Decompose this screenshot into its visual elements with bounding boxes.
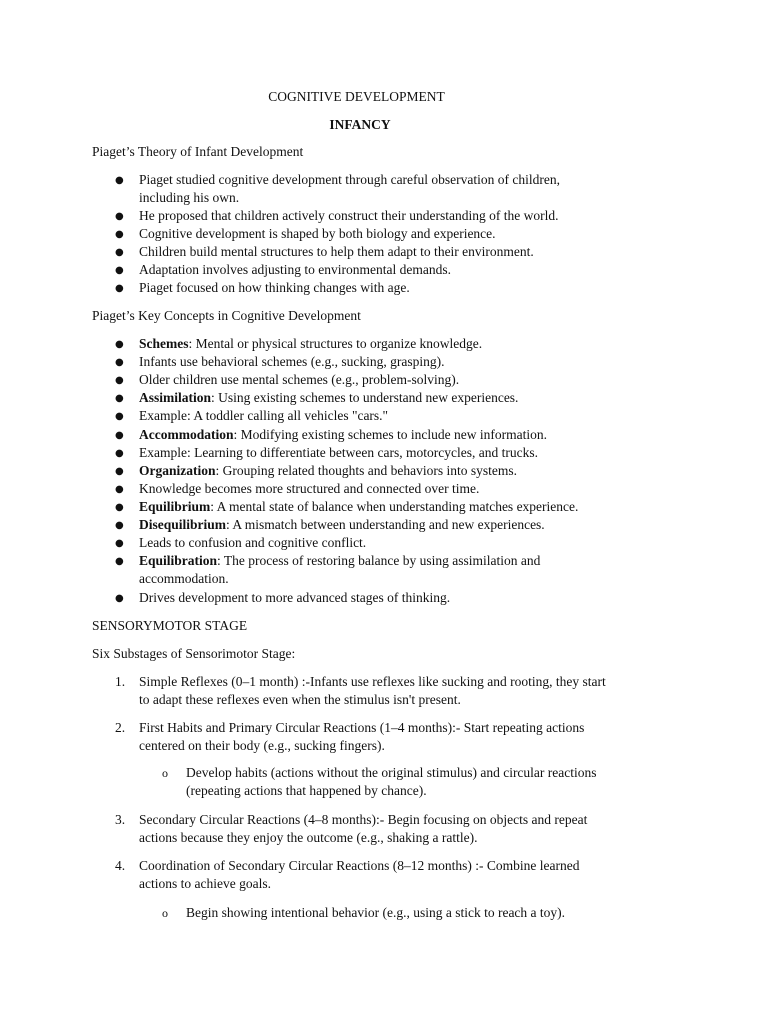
stage-item: Coordination of Secondary Circular Reactions (8–12 months) :- Combine learned (139, 858, 580, 873)
bullet-icon: ● (115, 175, 124, 186)
term: Schemes (139, 336, 189, 351)
stage-item: actions because they enjoy the outcome (e.g., shaking a rattle). (139, 830, 478, 845)
list-item: Leads to confusion and cognitive conflict. (139, 535, 367, 550)
term: Organization (139, 463, 216, 478)
bullet-icon: ● (115, 484, 124, 495)
bullet-icon: ● (115, 448, 124, 459)
bullet-icon: ● (115, 411, 124, 422)
sub-bullet-icon: o (162, 766, 168, 780)
bullet-icon: ● (115, 283, 124, 294)
sub-list-item: (repeating actions that happened by chance). (186, 783, 427, 798)
list-item: Infants use behavioral schemes (e.g., sucking, grasping). (139, 354, 445, 369)
stage-item: Secondary Circular Reactions (4–8 months):- Begin focusing on objects and repeat (139, 812, 588, 827)
list-item: Knowledge becomes more structured and connected over time. (139, 481, 480, 496)
list-item: including his own. (139, 190, 240, 205)
bullet-icon: ● (115, 538, 124, 549)
stage-item: First Habits and Primary Circular Reactions (1–4 months):- Start repeating actions (139, 720, 585, 735)
section-heading-concepts: Piaget’s Key Concepts in Cognitive Development (92, 308, 361, 323)
document-title: COGNITIVE DEVELOPMENT (268, 89, 445, 104)
list-number: 1. (115, 674, 126, 689)
stage-item: actions to achieve goals. (139, 876, 271, 891)
list-item: Piaget focused on how thinking changes with age. (139, 280, 410, 295)
bullet-icon: ● (115, 466, 124, 477)
bullet-icon: ● (115, 265, 124, 276)
section-heading-sensorimotor: SENSORYMOTOR STAGE (92, 618, 248, 633)
list-item: Drives development to more advanced stages of thinking. (139, 590, 451, 605)
list-item: accommodation. (139, 571, 229, 586)
bullet-icon: ● (115, 393, 124, 404)
list-item: He proposed that children actively construct their understanding of the world. (139, 208, 559, 223)
list-item: Accommodation: Modifying existing schemes to include new information. (139, 427, 547, 442)
sub-list-item: Begin showing intentional behavior (e.g., using a stick to reach a toy). (186, 905, 566, 920)
list-item: Schemes: Mental or physical structures to organize knowledge. (139, 336, 483, 351)
list-item: Organization: Grouping related thoughts and behaviors into systems. (139, 463, 517, 478)
term: Assimilation (139, 390, 212, 405)
section-subheading: Six Substages of Sensorimotor Stage: (92, 646, 296, 661)
bullet-icon: ● (115, 502, 124, 513)
list-item: Disequilibrium: A mismatch between understanding and new experiences. (139, 517, 545, 532)
list-number: 3. (115, 812, 126, 827)
list-item: Equilibrium: A mental state of balance when understanding matches experience. (139, 499, 579, 514)
list-item: Older children use mental schemes (e.g., problem-solving). (139, 372, 460, 387)
list-item: Cognitive development is shaped by both biology and experience. (139, 226, 496, 241)
list-number: 2. (115, 720, 126, 735)
stage-item: to adapt these reflexes even when the stimulus isn't present. (139, 692, 461, 707)
stage-item: Simple Reflexes (0–1 month) :-Infants use reflexes like sucking and rooting, they start (139, 674, 606, 689)
bullet-icon: ● (115, 247, 124, 258)
bullet-icon: ● (115, 556, 124, 567)
list-item: Equilibration: The process of restoring balance by using assimilation and (139, 553, 541, 568)
bullet-icon: ● (115, 430, 124, 441)
list-item: Adaptation involves adjusting to environmental demands. (139, 262, 451, 277)
list-number: 4. (115, 858, 126, 873)
stage-item: centered on their body (e.g., sucking fingers). (139, 738, 385, 753)
list-item: Piaget studied cognitive development through careful observation of children, (139, 172, 561, 187)
list-item: Assimilation: Using existing schemes to understand new experiences. (139, 390, 519, 405)
bullet-icon: ● (115, 520, 124, 531)
bullet-icon: ● (115, 357, 124, 368)
term: Equilibrium (139, 499, 211, 514)
section-heading-theory: Piaget’s Theory of Infant Development (92, 144, 304, 159)
list-item: Example: A toddler calling all vehicles "cars." (139, 408, 389, 423)
bullet-icon: ● (115, 593, 124, 604)
list-item: Children build mental structures to help them adapt to their environment. (139, 244, 534, 259)
sub-list-item: Develop habits (actions without the original stimulus) and circular reactions (186, 765, 597, 780)
list-item: Example: Learning to differentiate between cars, motorcycles, and trucks. (139, 445, 538, 460)
bullet-icon: ● (115, 375, 124, 386)
term: Disequilibrium (139, 517, 227, 532)
term: Accommodation (139, 427, 234, 442)
bullet-icon: ● (115, 229, 124, 240)
bullet-icon: ● (115, 339, 124, 350)
sub-bullet-icon: o (162, 906, 168, 920)
term: Equilibration (139, 553, 218, 568)
document-subtitle: INFANCY (329, 117, 391, 132)
bullet-icon: ● (115, 211, 124, 222)
